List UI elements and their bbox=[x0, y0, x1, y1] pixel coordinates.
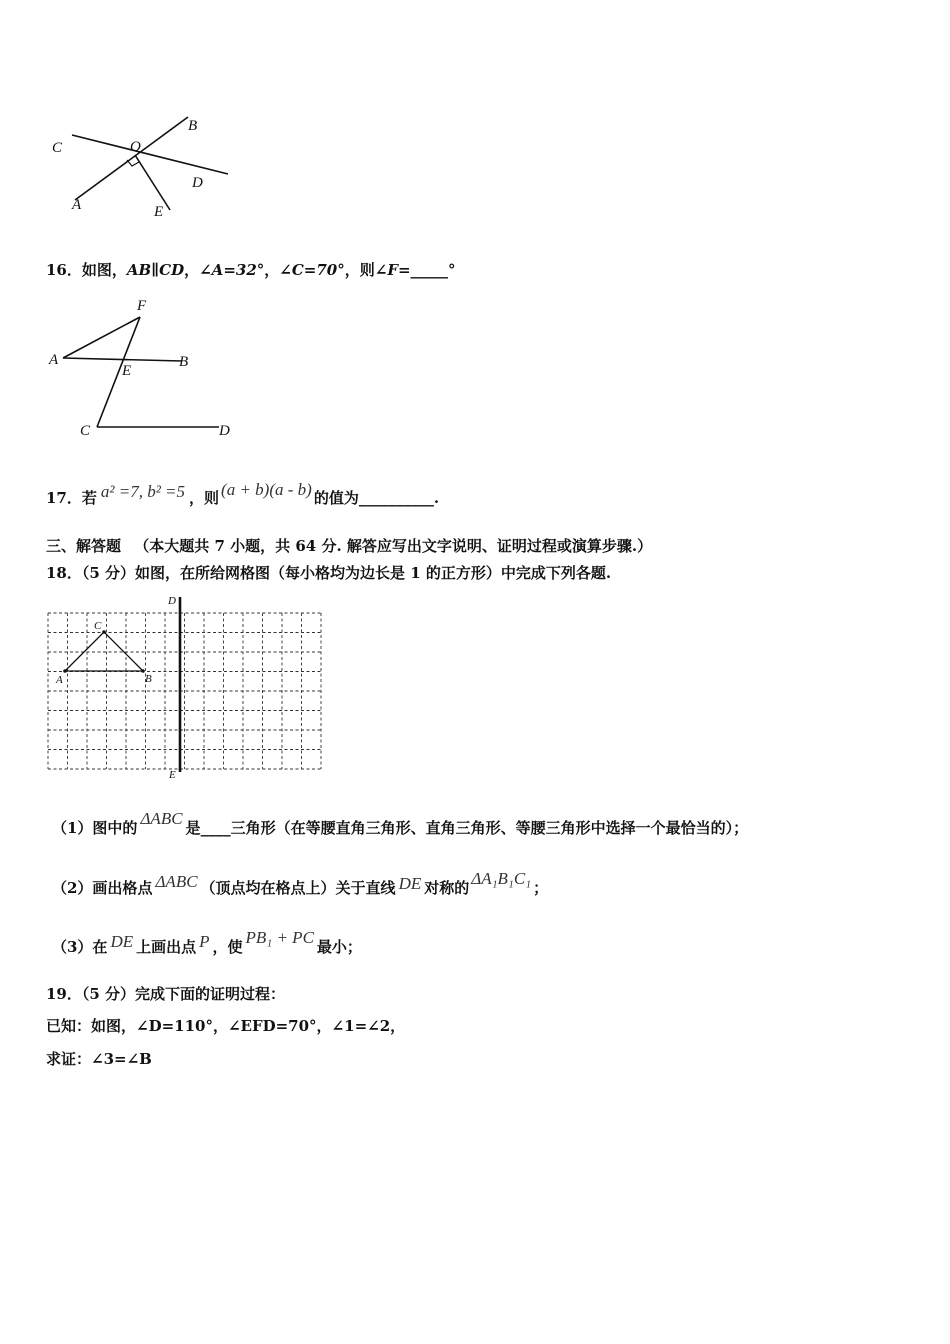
fig18-label-e: E bbox=[169, 769, 176, 781]
q16-text-prefix: 如图， bbox=[81, 261, 127, 279]
q18-p3-expression: PB₁ + PC bbox=[245, 928, 314, 947]
q18-p2-end: ； bbox=[533, 879, 549, 897]
q19-heading: 19．（5 分）完成下面的证明过程： bbox=[46, 985, 286, 1003]
fig18-label-a: A bbox=[56, 674, 63, 686]
section-3-header bbox=[46, 536, 652, 556]
fig16-label-b: B bbox=[179, 354, 189, 370]
fig16-label-c: C bbox=[80, 423, 91, 439]
q18-p3-point: P bbox=[199, 932, 210, 951]
figure-15 bbox=[40, 105, 260, 225]
q18-p1-rest: 三角形（在等腰直角三角形、直角三角形、等腰三角形中选择一个最恰当的）； bbox=[230, 819, 749, 837]
q17-period: . bbox=[433, 489, 440, 507]
q17-blank: __________ bbox=[358, 489, 434, 507]
q18-p2-line: DE bbox=[398, 874, 422, 893]
fig15-label-a: A bbox=[72, 197, 82, 213]
fig16-label-e: E bbox=[122, 363, 132, 379]
q18-p1-blank: ____ bbox=[200, 819, 231, 837]
q18-p3-line: DE bbox=[110, 932, 134, 951]
q17-condition: a² =7, b² =5 bbox=[100, 482, 186, 501]
q19-given: 已知：如图，∠D=110°，∠EFD=70°，∠1=∠2， bbox=[46, 1017, 406, 1035]
q18-p1-triangle: ΔABC bbox=[140, 809, 183, 828]
fig15-label-b: B bbox=[188, 118, 198, 134]
q18-p2-triangle: ΔABC bbox=[155, 872, 198, 891]
fig15-label-o: O bbox=[130, 139, 141, 155]
q18-p2-prefix: （2）画出格点 bbox=[52, 879, 153, 897]
q16-angle-f: ∠F= bbox=[374, 261, 411, 279]
q18-part-1 bbox=[52, 809, 749, 838]
q16-number: 16． bbox=[46, 261, 82, 279]
question-16 bbox=[46, 260, 456, 280]
q16-degree: ° bbox=[448, 261, 456, 279]
fig16-label-a: A bbox=[49, 352, 59, 368]
q16-angle-c: ∠C=70° bbox=[279, 261, 345, 279]
fig16-label-d: D bbox=[219, 423, 230, 439]
q18-p3-end: 最小； bbox=[316, 938, 362, 956]
q18-p3-shi: ，使 bbox=[212, 938, 243, 956]
fig16-label-f: F bbox=[137, 298, 147, 314]
fig15-label-c: C bbox=[52, 140, 63, 156]
question-17 bbox=[46, 480, 440, 508]
fig15-label-e: E bbox=[154, 204, 164, 220]
q17-ruo: 若 bbox=[81, 489, 97, 507]
q17-then: ，则 bbox=[189, 489, 220, 507]
q16-blank: _____ bbox=[410, 261, 449, 279]
q18-part-2 bbox=[52, 869, 549, 898]
figure-18-grid bbox=[45, 592, 325, 782]
q17-expression: (a + b)(a - b) bbox=[221, 480, 312, 499]
q18-p2-triangle-1: ΔA₁B₁C₁ bbox=[471, 869, 532, 888]
fig18-label-d: D bbox=[168, 595, 176, 607]
q16-angle-a: ∠A=32° bbox=[199, 261, 265, 279]
q18-part-3 bbox=[52, 928, 362, 957]
q16-text-then: ，则 bbox=[344, 261, 375, 279]
fig18-label-c: C bbox=[94, 620, 102, 632]
fig15-label-d: D bbox=[192, 175, 203, 191]
q19-prove: 求证：∠3=∠B bbox=[46, 1050, 152, 1068]
q18-p2-sym: 对称的 bbox=[424, 879, 470, 897]
q18-heading: 18．（5 分）如图，在所给网格图（每小格均为边长是 1 的正方形）中完成下列各题. bbox=[46, 564, 612, 582]
q18-p3-prefix: （3）在 bbox=[52, 938, 108, 956]
q16-sep1: ， bbox=[184, 261, 200, 279]
q18-p3-mid: 上画出点 bbox=[136, 938, 197, 956]
fig18-label-b: B bbox=[145, 673, 152, 685]
section-3-note: （本大题共 7 小题，共 64 分. 解答应写出文字说明、证明过程或演算步骤.） bbox=[134, 537, 653, 555]
q17-number: 17． bbox=[46, 489, 82, 507]
q18-p2-mid: （顶点均在格点上）关于直线 bbox=[200, 879, 396, 897]
q17-value-of: 的值为 bbox=[313, 489, 359, 507]
figure-16 bbox=[45, 295, 245, 445]
q18-p1-prefix: （1）图中的 bbox=[52, 819, 138, 837]
q18-p1-is: 是 bbox=[185, 819, 201, 837]
q16-ab-cd: AB∥CD bbox=[126, 261, 185, 279]
section-3-title: 三、解答题 bbox=[46, 537, 122, 555]
q16-sep2: ， bbox=[264, 261, 280, 279]
